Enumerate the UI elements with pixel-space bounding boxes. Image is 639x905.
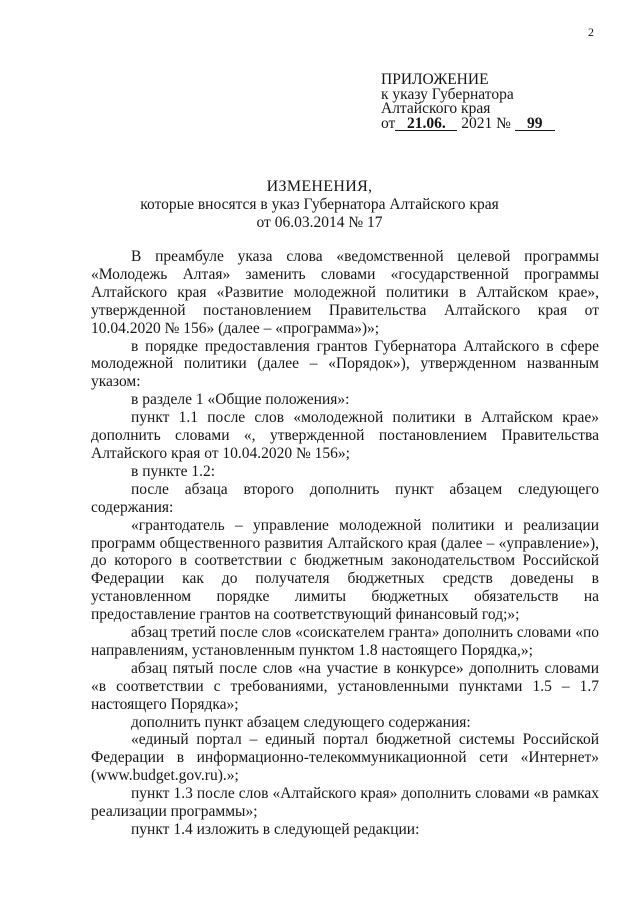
document-body <box>91 248 599 839</box>
paragraph-grantor-definition: «грантодатель – управление молодежной политики и реализации программ общественного развития Алтайского края (далее – «управление»), до которого в соответствии с бюджетным законодательством Российской Федерации как до получателя бюджетных средств доведены в установленном порядке лимиты бюджетных обязательств на предоставление грантов на соответствующий финансовый год;»; <box>91 516 599 624</box>
appendix-title: ПРИЛОЖЕНИЕ <box>381 71 489 88</box>
appendix-date-line <box>381 114 555 132</box>
paragraph-single-portal: «единый портал – единый портал бюджетной системы Российской Федерации в информационно-телекоммуникационной сети «Интернет» (www.budget.gov.ru).»; <box>91 731 599 785</box>
paragraph-item-1-3: пункт 1.3 после слов «Алтайского края» дополнить словами «в рамках реализации программы»; <box>91 785 599 821</box>
appendix-region-line: Алтайского края <box>381 100 491 117</box>
document-subtitle-date: от 06.03.2014 № 17 <box>256 214 383 231</box>
document-title: ИЗМЕНЕНИЯ, <box>266 178 373 195</box>
paragraph-preamble: В преамбуле указа слова «ведомственной целевой программы «Молодежь Алтая» заменить словами «государственной программы Алтайского края «Развитие молодежной политики в Алтайском крае», утвержденной постановлением Правительства Алтайского края от 10.04.2020 № 156» (далее – «программа»)»; <box>91 248 599 337</box>
paragraph-after-second: после абзаца второго дополнить пункт абзацем следующего содержания: <box>91 480 599 516</box>
date-value: 21.06. <box>395 117 457 131</box>
document-heading <box>0 178 639 232</box>
appendix-block <box>381 73 555 131</box>
document-subtitle: которые вносятся в указ Губернатора Алтайского края <box>140 196 499 213</box>
year-text: 2021 № <box>461 114 511 132</box>
paragraph-section-1: в разделе 1 «Общие положения»: <box>131 391 350 409</box>
paragraph-third-abzac: абзац третий после слов «соискателем гранта» дополнить словами «по направлениям, установленным пунктом 1.8 настоящего Порядка,»; <box>91 624 599 659</box>
paragraph-item-1-4: пункт 1.4 изложить в следующей редакции: <box>131 821 420 838</box>
decree-number: 99 <box>515 117 555 131</box>
appendix-decree-line: к указу Губернатора <box>381 85 514 103</box>
date-prefix: от <box>381 114 396 132</box>
paragraph-fifth-abzac: абзац пятый после слов «на участие в конкурсе» дополнить словами «в соответствии с требованиями, установленными пунктами 1.5 – 1.7 настоящего Порядка»; <box>91 659 599 713</box>
paragraph-item-1-1: пункт 1.1 после слов «молодежной политики в Алтайском крае» дополнить словами «, утвержденной постановлением Правительства Алтайского края от 10.04.2020 № 156»; <box>91 409 599 462</box>
page-number: 2 <box>588 25 594 39</box>
paragraph-grant-order: в порядке предоставления грантов Губернатора Алтайского в сфере молодежной политики (далее – «Порядок»), утвержденном названным указом: <box>91 337 599 391</box>
paragraph-add-abzac: дополнить пункт абзацем следующего содержания: <box>131 713 471 731</box>
paragraph-item-1-2: в пункте 1.2: <box>131 462 216 480</box>
